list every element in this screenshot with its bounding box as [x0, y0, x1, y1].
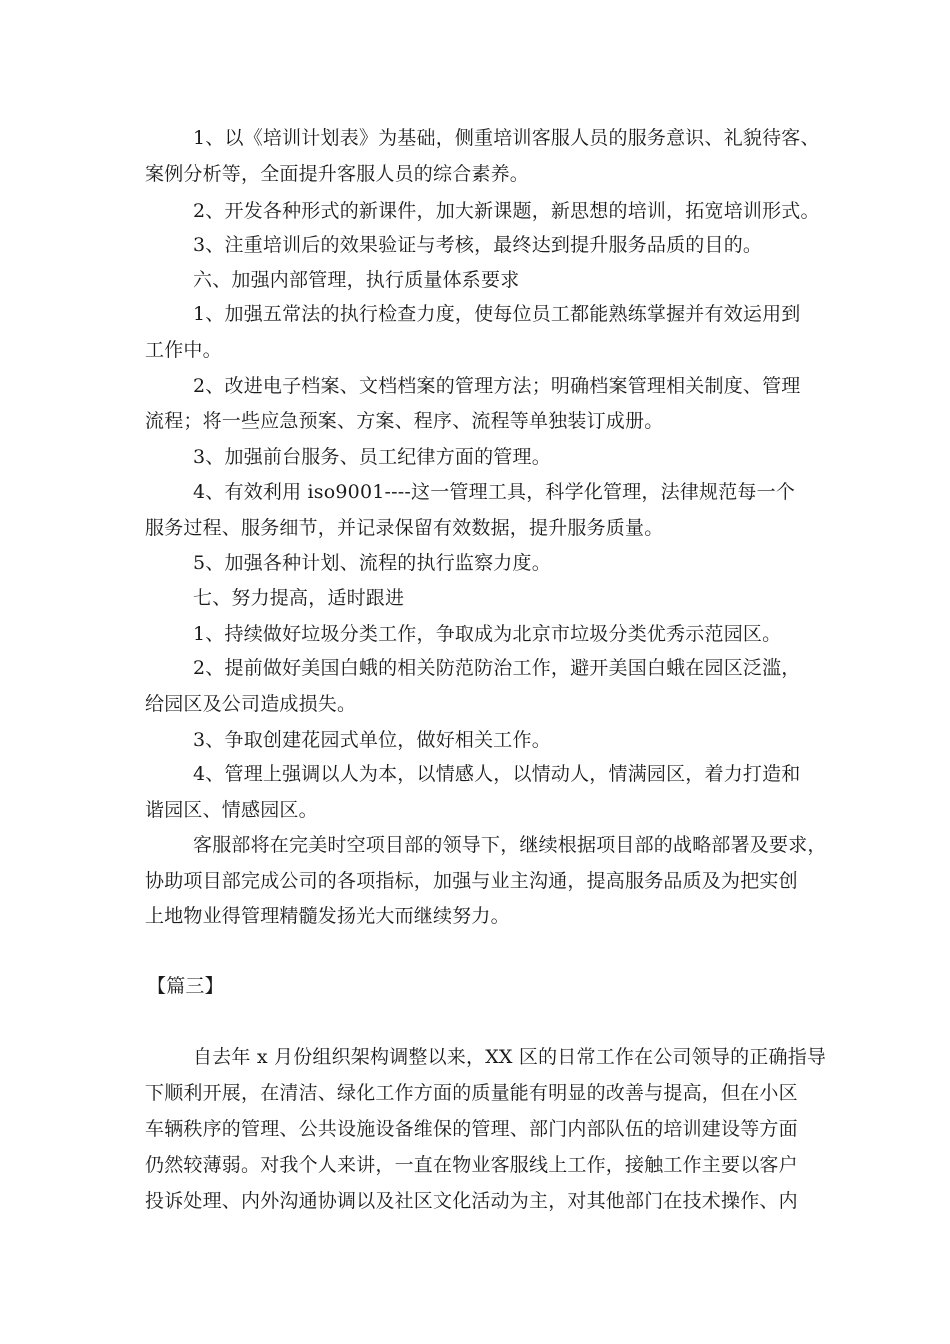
- paragraph-line: 5、加强各种计划、流程的执行监察力度。: [193, 552, 551, 574]
- paragraph-line: 4、有效利用 iso9001----这一管理工具，科学化管理，法律规范每一个: [193, 481, 796, 503]
- paragraph-line: 1、持续做好垃圾分类工作，争取成为北京市垃圾分类优秀示范园区。: [193, 623, 782, 645]
- paragraph-line: 下顺利开展，在清洁、绿化工作方面的质量能有明显的改善与提高，但在小区: [145, 1082, 798, 1104]
- paragraph-line: 工作中。: [145, 339, 222, 361]
- paragraph-line: 协助项目部完成公司的各项指标，加强与业主沟通，提高服务品质及为把实创: [145, 870, 798, 892]
- paragraph-line: 谐园区、情感园区。: [145, 799, 318, 821]
- paragraph-line: 服务过程、服务细节，并记录保留有效数据，提升服务质量。: [145, 517, 664, 539]
- paragraph-line: 客服部将在完美时空项目部的领导下，继续根据项目部的战略部署及要求，: [193, 834, 827, 856]
- paragraph-line: 给园区及公司造成损失。: [145, 693, 357, 715]
- paragraph-line: 案例分析等，全面提升客服人员的综合素养。: [145, 163, 530, 185]
- paragraph-line: 投诉处理、内外沟通协调以及社区文化活动为主，对其他部门在技术操作、内: [145, 1190, 798, 1212]
- paragraph-line: 车辆秩序的管理、公共设施设备维保的管理、部门内部队伍的培训建设等方面: [145, 1118, 798, 1140]
- section-subheading: 七、努力提高，适时跟进: [193, 587, 405, 609]
- paragraph-line: 上地物业得管理精髓发扬光大而继续努力。: [145, 905, 510, 927]
- paragraph-line: 4、管理上强调以人为本，以情感人，以情动人，情满园区，着力打造和: [193, 763, 801, 785]
- paragraph-line: 1、以《培训计划表》为基础，侧重培训客服人员的服务意识、礼貌待客、: [193, 127, 820, 149]
- section-heading: 【篇三】: [147, 975, 224, 997]
- paragraph-line: 3、争取创建花园式单位，做好相关工作。: [193, 729, 551, 751]
- paragraph-line: 2、改进电子档案、文档档案的管理方法；明确档案管理相关制度、管理: [193, 375, 801, 397]
- paragraph-line: 2、提前做好美国白蛾的相关防范防治工作，避开美国白蛾在园区泛滥，: [193, 657, 801, 679]
- paragraph-line: 2、开发各种形式的新课件，加大新课题，新思想的培训，拓宽培训形式。: [193, 200, 820, 222]
- paragraph-line: 流程；将一些应急预案、方案、程序、流程等单独装订成册。: [145, 410, 664, 432]
- paragraph-line: 仍然较薄弱。对我个人来讲，一直在物业客服线上工作，接触工作主要以客户: [145, 1154, 798, 1176]
- paragraph-line: 1、加强五常法的执行检查力度，使每位员工都能熟练掌握并有效运用到: [193, 303, 801, 325]
- section-subheading: 六、加强内部管理，执行质量体系要求: [193, 269, 520, 291]
- paragraph-line: 自去年 x 月份组织架构调整以来，XX 区的日常工作在公司领导的正确指导: [193, 1046, 827, 1068]
- paragraph-line: 3、注重培训后的效果验证与考核，最终达到提升服务品质的目的。: [193, 234, 763, 256]
- paragraph-line: 3、加强前台服务、员工纪律方面的管理。: [193, 446, 551, 468]
